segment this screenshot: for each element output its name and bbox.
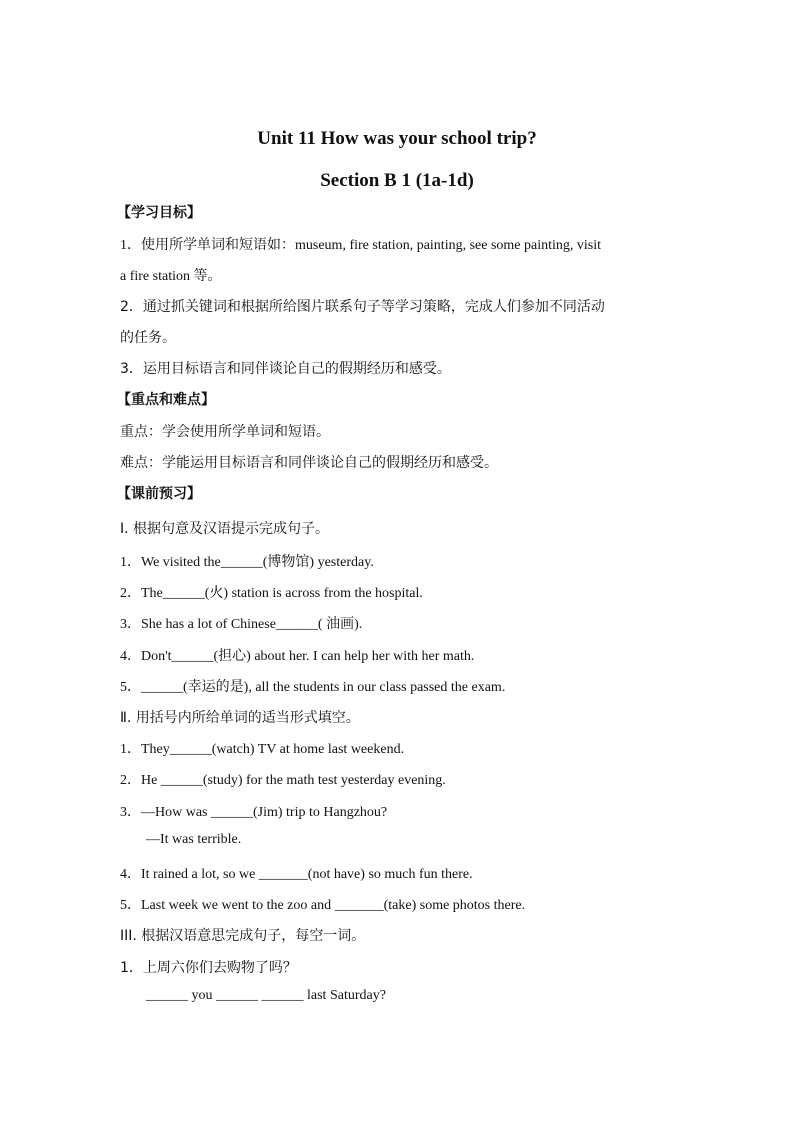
document-title: Unit 11 How was your school trip?	[257, 128, 537, 149]
difficult-point: 难点：学能运用目标语言和同伴谈论自己的假期经历和感受。	[120, 455, 498, 471]
goal-line-1-cont: a fire station 等。	[120, 269, 222, 284]
part2-item-3: 3．—How was ______(Jim) trip to Hangzhou?	[120, 805, 388, 820]
key-point: 重点：学会使用所学单词和短语。	[120, 424, 330, 440]
goals-heading: 【学习目标】	[117, 205, 201, 221]
part1-item-3: 3．She has a lot of Chinese______( 油画).	[120, 617, 363, 632]
part3-item-1-blank: ______ you ______ ______ last Saturday?	[146, 988, 386, 1003]
part1-item-1: 1．We visited the______(博物馆) yesterday.	[120, 555, 374, 570]
key-heading: 【重点和难点】	[117, 392, 215, 408]
goal-line-2: 2．通过抓关键词和根据所给图片联系句子等学习策略，完成人们参加不同活动	[120, 299, 605, 315]
part2-item-3-answer: —It was terrible.	[146, 832, 242, 847]
part1-item-4: 4．Don't______(担心) about her. I can help her with her math.	[120, 649, 475, 664]
part1-title: Ⅰ. 根据句意及汉语提示完成句子。	[120, 521, 330, 537]
part2-item-4: 4．It rained a lot, so we _______(not have) so much fun there.	[120, 867, 473, 882]
part2-item-1: 1．They______(watch) TV at home last weekend.	[120, 742, 405, 757]
part1-item-2: 2．The______(火) station is across from the hospital.	[120, 586, 423, 601]
part2-title: Ⅱ. 用括号内所给单词的适当形式填空。	[120, 710, 360, 726]
part1-item-5: 5．______(幸运的是), all the students in our class passed the exam.	[120, 680, 506, 695]
goal-line-2-cont: 的任务。	[120, 330, 176, 346]
part2-item-2: 2．He ______(study) for the math test yesterday evening.	[120, 773, 446, 788]
part3-item-1: 1．上周六你们去购物了吗？	[120, 960, 297, 976]
goal-line-1: 1．使用所学单词和短语如：museum, fire station, painting, see some painting, visit	[120, 238, 602, 253]
part2-item-5: 5．Last week we went to the zoo and _______(take) some photos there.	[120, 898, 526, 913]
preview-heading: 【课前预习】	[117, 486, 201, 502]
goal-line-3: 3．运用目标语言和同伴谈论自己的假期经历和感受。	[120, 361, 451, 377]
part3-title: III. 根据汉语意思完成句子，每空一词。	[120, 928, 366, 944]
document-subtitle: Section B 1 (1a-1d)	[320, 170, 474, 191]
